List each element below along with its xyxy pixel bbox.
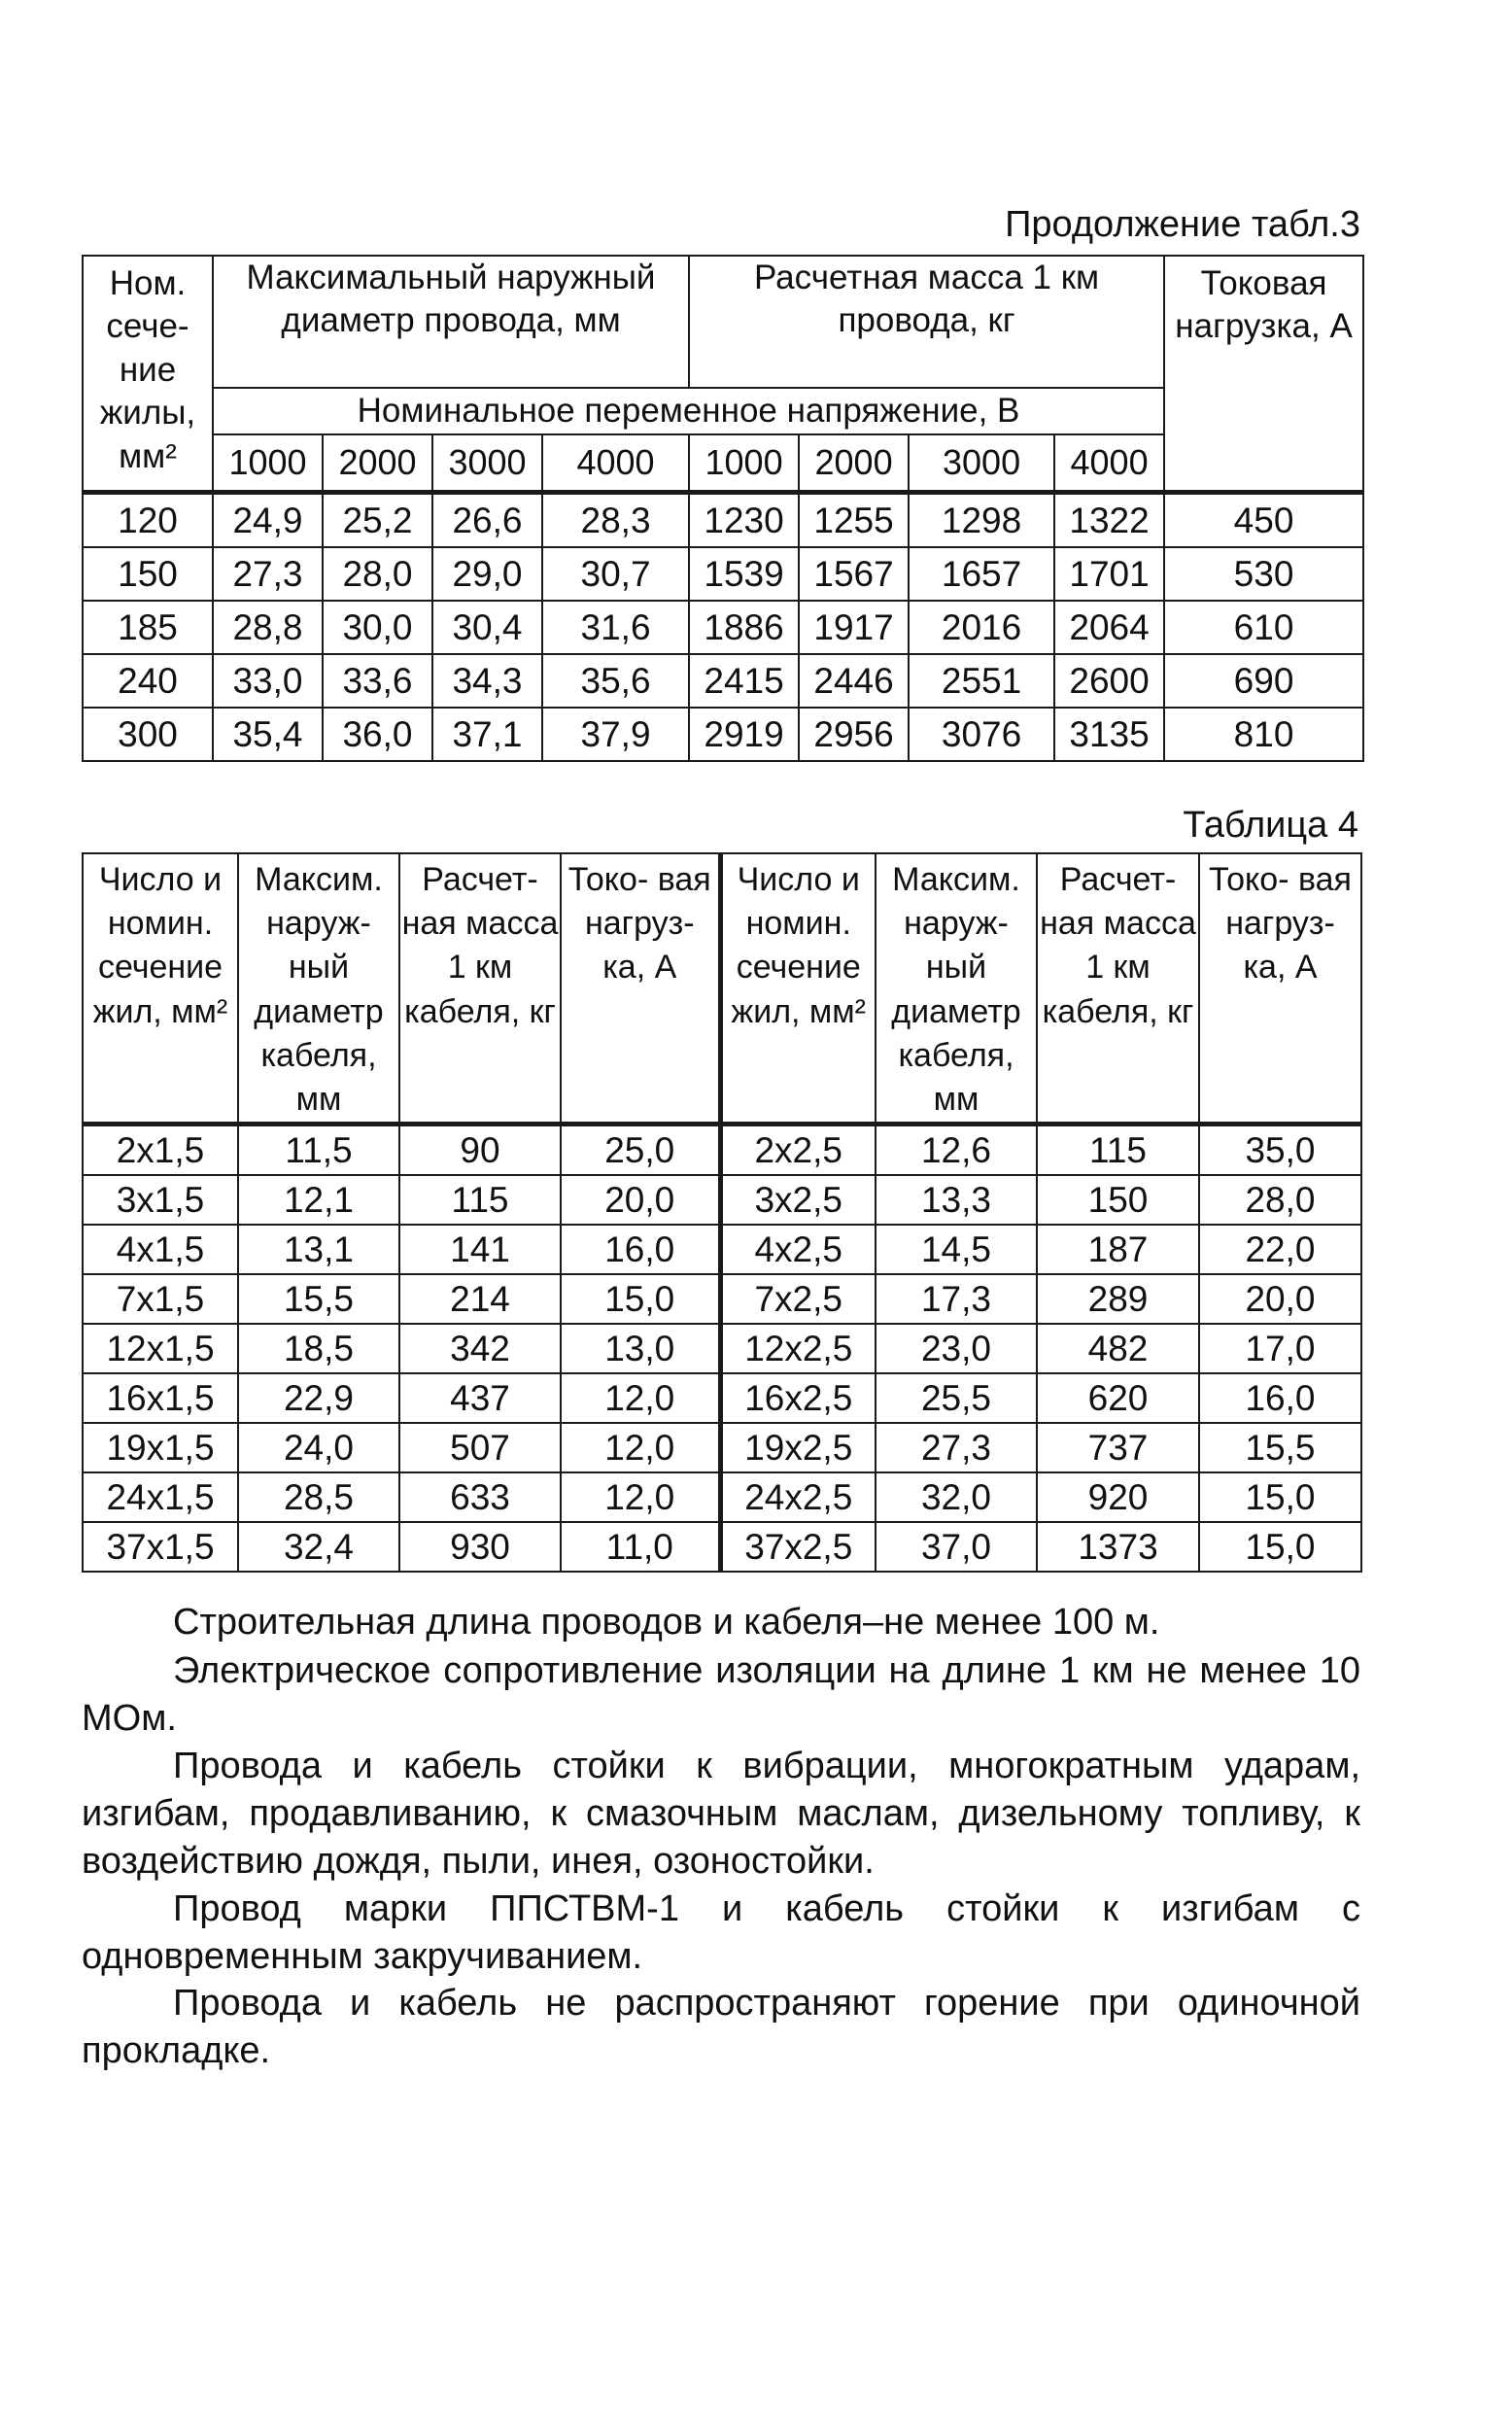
- table-cell: 4x1,5: [83, 1225, 238, 1274]
- table-cell: 13,0: [561, 1324, 720, 1373]
- table-cell: 690: [1164, 654, 1363, 708]
- table-cell: 1886: [689, 601, 799, 654]
- table-cell: 1298: [909, 493, 1054, 548]
- table-cell: 1255: [799, 493, 909, 548]
- t3-head-voltage: Номинальное переменное напряжение, В: [213, 388, 1164, 434]
- table-cell: 15,5: [238, 1274, 399, 1324]
- table-cell: 15,0: [561, 1274, 720, 1324]
- table-cell: 2919: [689, 708, 799, 761]
- table-cell: 30,0: [323, 601, 432, 654]
- table-cell: 7x2,5: [720, 1274, 876, 1324]
- table-cell: 25,0: [561, 1125, 720, 1176]
- table-cell: 37x2,5: [720, 1522, 876, 1572]
- table-cell: 20,0: [1199, 1274, 1361, 1324]
- paragraph: [82, 1980, 1360, 2075]
- table-cell: 289: [1037, 1274, 1199, 1324]
- table-row: [83, 654, 1363, 708]
- table-cell: 482: [1037, 1324, 1199, 1373]
- table-cell: 30,4: [432, 601, 542, 654]
- table-cell: 150: [1037, 1175, 1199, 1225]
- table-cell: 27,3: [876, 1423, 1037, 1472]
- table-cell: 13,1: [238, 1225, 399, 1274]
- table3-caption: Продолжение табл.3: [1005, 204, 1360, 245]
- table-cell: 2551: [909, 654, 1054, 708]
- table-cell: 32,4: [238, 1522, 399, 1572]
- table-cell: 3135: [1054, 708, 1164, 761]
- paragraph-text: Электрическое сопротивление изоляции на длине 1 км не менее 10 МОм.: [82, 1650, 1360, 1739]
- t4-head-current: Токо- вая нагруз- ка, А: [561, 853, 720, 1125]
- table-cell: 14,5: [876, 1225, 1037, 1274]
- table-cell: 610: [1164, 601, 1363, 654]
- table-cell: 2600: [1054, 654, 1164, 708]
- table-cell: 20,0: [561, 1175, 720, 1225]
- table-cell: 15,0: [1199, 1472, 1361, 1522]
- table-cell: 12x1,5: [83, 1324, 238, 1373]
- paragraph-text: Провода и кабель не распространяют горение при одиночной прокладке.: [82, 1983, 1360, 2071]
- table-cell: 34,3: [432, 654, 542, 708]
- table-cell: 1373: [1037, 1522, 1199, 1572]
- paragraph-text: Строительная длина проводов и кабеля–не менее 100 м.: [173, 1602, 1160, 1643]
- table-cell: 28,3: [542, 493, 689, 548]
- table-cell: 2956: [799, 708, 909, 761]
- table-cell: 11,5: [238, 1125, 399, 1176]
- table-cell: 185: [83, 601, 213, 654]
- table-cell: 28,0: [1199, 1175, 1361, 1225]
- table-cell: 28,0: [323, 547, 432, 601]
- table-cell: 37,0: [876, 1522, 1037, 1572]
- table-cell: 35,4: [213, 708, 323, 761]
- table-cell: 19x2,5: [720, 1423, 876, 1472]
- t3-voltage: 4000: [1054, 434, 1164, 493]
- table4: [82, 852, 1362, 1573]
- table-cell: 15,0: [1199, 1522, 1361, 1572]
- paragraph: [82, 1647, 1360, 1743]
- table-cell: 120: [83, 493, 213, 548]
- table-cell: 28,5: [238, 1472, 399, 1522]
- table-cell: 450: [1164, 493, 1363, 548]
- table-cell: 2064: [1054, 601, 1164, 654]
- t3-voltage: 1000: [689, 434, 799, 493]
- table-row: [83, 1423, 1361, 1472]
- table-cell: 633: [399, 1472, 561, 1522]
- table-cell: 2415: [689, 654, 799, 708]
- table-cell: 32,0: [876, 1472, 1037, 1522]
- t3-head-diameter: Максимальный наружный диаметр провода, мм: [213, 256, 689, 388]
- table-cell: 115: [1037, 1125, 1199, 1176]
- table-cell: 28,8: [213, 601, 323, 654]
- table-cell: 17,3: [876, 1274, 1037, 1324]
- table-cell: 810: [1164, 708, 1363, 761]
- t3-voltage: 2000: [323, 434, 432, 493]
- t4-head-section: Число и номин. сечение жил, мм²: [720, 853, 876, 1125]
- paragraph: [82, 1743, 1360, 1886]
- t3-voltage: 2000: [799, 434, 909, 493]
- table-cell: 1567: [799, 547, 909, 601]
- table-cell: 24,9: [213, 493, 323, 548]
- table-cell: 150: [83, 547, 213, 601]
- table-cell: 737: [1037, 1423, 1199, 1472]
- table-cell: 24x2,5: [720, 1472, 876, 1522]
- table-row: [83, 493, 1363, 548]
- table-cell: 16,0: [1199, 1373, 1361, 1423]
- t4-head-mass: Расчет- ная масса 1 км кабеля, кг: [1037, 853, 1199, 1125]
- table-cell: 214: [399, 1274, 561, 1324]
- table-cell: 35,0: [1199, 1125, 1361, 1176]
- table-row: [83, 1175, 1361, 1225]
- table3-body: [83, 493, 1363, 762]
- table-cell: 37x1,5: [83, 1522, 238, 1572]
- table-cell: 23,0: [876, 1324, 1037, 1373]
- table4-caption: Таблица 4: [1183, 805, 1358, 846]
- table-cell: 2x2,5: [720, 1125, 876, 1176]
- table-cell: 30,7: [542, 547, 689, 601]
- table-cell: 25,5: [876, 1373, 1037, 1423]
- table-cell: 920: [1037, 1472, 1199, 1522]
- table-cell: 187: [1037, 1225, 1199, 1274]
- table4-body: [83, 1125, 1361, 1573]
- paragraph: [82, 1599, 1360, 1646]
- table-cell: 300: [83, 708, 213, 761]
- table-cell: 1322: [1054, 493, 1164, 548]
- table-cell: 2x1,5: [83, 1125, 238, 1176]
- table-cell: 4x2,5: [720, 1225, 876, 1274]
- table-row: [83, 1225, 1361, 1274]
- table-cell: 24x1,5: [83, 1472, 238, 1522]
- table-cell: 3076: [909, 708, 1054, 761]
- table-cell: 7x1,5: [83, 1274, 238, 1324]
- table-cell: 141: [399, 1225, 561, 1274]
- table-row: [83, 708, 1363, 761]
- table-cell: 22,0: [1199, 1225, 1361, 1274]
- table-cell: 12,6: [876, 1125, 1037, 1176]
- table-cell: 11,0: [561, 1522, 720, 1572]
- table-cell: 115: [399, 1175, 561, 1225]
- table-row: [83, 547, 1363, 601]
- table-cell: 15,5: [1199, 1423, 1361, 1472]
- t3-head-section: Ном. сече- ние жилы, мм²: [83, 256, 213, 493]
- table-row: [83, 1125, 1361, 1176]
- table-row: [83, 1274, 1361, 1324]
- paragraph-text: Провода и кабель стойки к вибрации, многократным ударам, изгибам, продавливанию, к смазочным маслам, дизельному топливу, к воздействию дождя, пыли, инея, озоностойки.: [82, 1746, 1360, 1882]
- table-cell: 35,6: [542, 654, 689, 708]
- table-cell: 33,6: [323, 654, 432, 708]
- table-cell: 37,9: [542, 708, 689, 761]
- table-cell: 620: [1037, 1373, 1199, 1423]
- table-cell: 22,9: [238, 1373, 399, 1423]
- table-row: [83, 1373, 1361, 1423]
- table-row: [83, 601, 1363, 654]
- table-cell: 437: [399, 1373, 561, 1423]
- table-cell: 507: [399, 1423, 561, 1472]
- table-row: [83, 1472, 1361, 1522]
- t3-head-current: Токовая нагрузка, А: [1164, 256, 1363, 493]
- paragraph: [82, 1886, 1360, 1981]
- t4-head-diameter: Максим. наруж- ный диаметр кабеля, мм: [876, 853, 1037, 1125]
- table-cell: 31,6: [542, 601, 689, 654]
- table-cell: 16x2,5: [720, 1373, 876, 1423]
- table-cell: 26,6: [432, 493, 542, 548]
- table-cell: 3x2,5: [720, 1175, 876, 1225]
- table-cell: 29,0: [432, 547, 542, 601]
- table-cell: 17,0: [1199, 1324, 1361, 1373]
- table-cell: 25,2: [323, 493, 432, 548]
- table-cell: 16,0: [561, 1225, 720, 1274]
- table-cell: 1230: [689, 493, 799, 548]
- t4-head-mass: Расчет- ная масса 1 км кабеля, кг: [399, 853, 561, 1125]
- table-cell: 240: [83, 654, 213, 708]
- table-cell: 12,0: [561, 1423, 720, 1472]
- table-cell: 12,0: [561, 1373, 720, 1423]
- table-cell: 27,3: [213, 547, 323, 601]
- table-cell: 90: [399, 1125, 561, 1176]
- table-cell: 18,5: [238, 1324, 399, 1373]
- t4-head-section: Число и номин. сечение жил, мм²: [83, 853, 238, 1125]
- table-cell: 12,1: [238, 1175, 399, 1225]
- table-cell: 1657: [909, 547, 1054, 601]
- table-cell: 33,0: [213, 654, 323, 708]
- table-cell: 342: [399, 1324, 561, 1373]
- t3-voltage: 1000: [213, 434, 323, 493]
- table-cell: 930: [399, 1522, 561, 1572]
- table-cell: 24,0: [238, 1423, 399, 1472]
- table-cell: 1539: [689, 547, 799, 601]
- table-cell: 2016: [909, 601, 1054, 654]
- t3-voltage: 3000: [432, 434, 542, 493]
- t3-voltage: 3000: [909, 434, 1054, 493]
- table-cell: 37,1: [432, 708, 542, 761]
- table3: [82, 255, 1364, 762]
- table-cell: 530: [1164, 547, 1363, 601]
- table-cell: 36,0: [323, 708, 432, 761]
- table-cell: 19x1,5: [83, 1423, 238, 1472]
- table-row: [83, 1522, 1361, 1572]
- table-row: [83, 1324, 1361, 1373]
- t4-head-diameter: Максим. наруж- ный диаметр кабеля, мм: [238, 853, 399, 1125]
- table-cell: 1701: [1054, 547, 1164, 601]
- table-cell: 12x2,5: [720, 1324, 876, 1373]
- table-cell: 16x1,5: [83, 1373, 238, 1423]
- table-cell: 13,3: [876, 1175, 1037, 1225]
- t3-voltage: 4000: [542, 434, 689, 493]
- table-cell: 3x1,5: [83, 1175, 238, 1225]
- paragraph-text: Провод марки ППСТВМ-1 и кабель стойки к изгибам с одновременным закручиванием.: [82, 1888, 1360, 1977]
- t4-head-current: Токо- вая нагруз- ка, А: [1199, 853, 1361, 1125]
- table-cell: 1917: [799, 601, 909, 654]
- table-cell: 12,0: [561, 1472, 720, 1522]
- table-cell: 2446: [799, 654, 909, 708]
- t3-head-mass: Расчетная масса 1 км провода, кг: [689, 256, 1164, 388]
